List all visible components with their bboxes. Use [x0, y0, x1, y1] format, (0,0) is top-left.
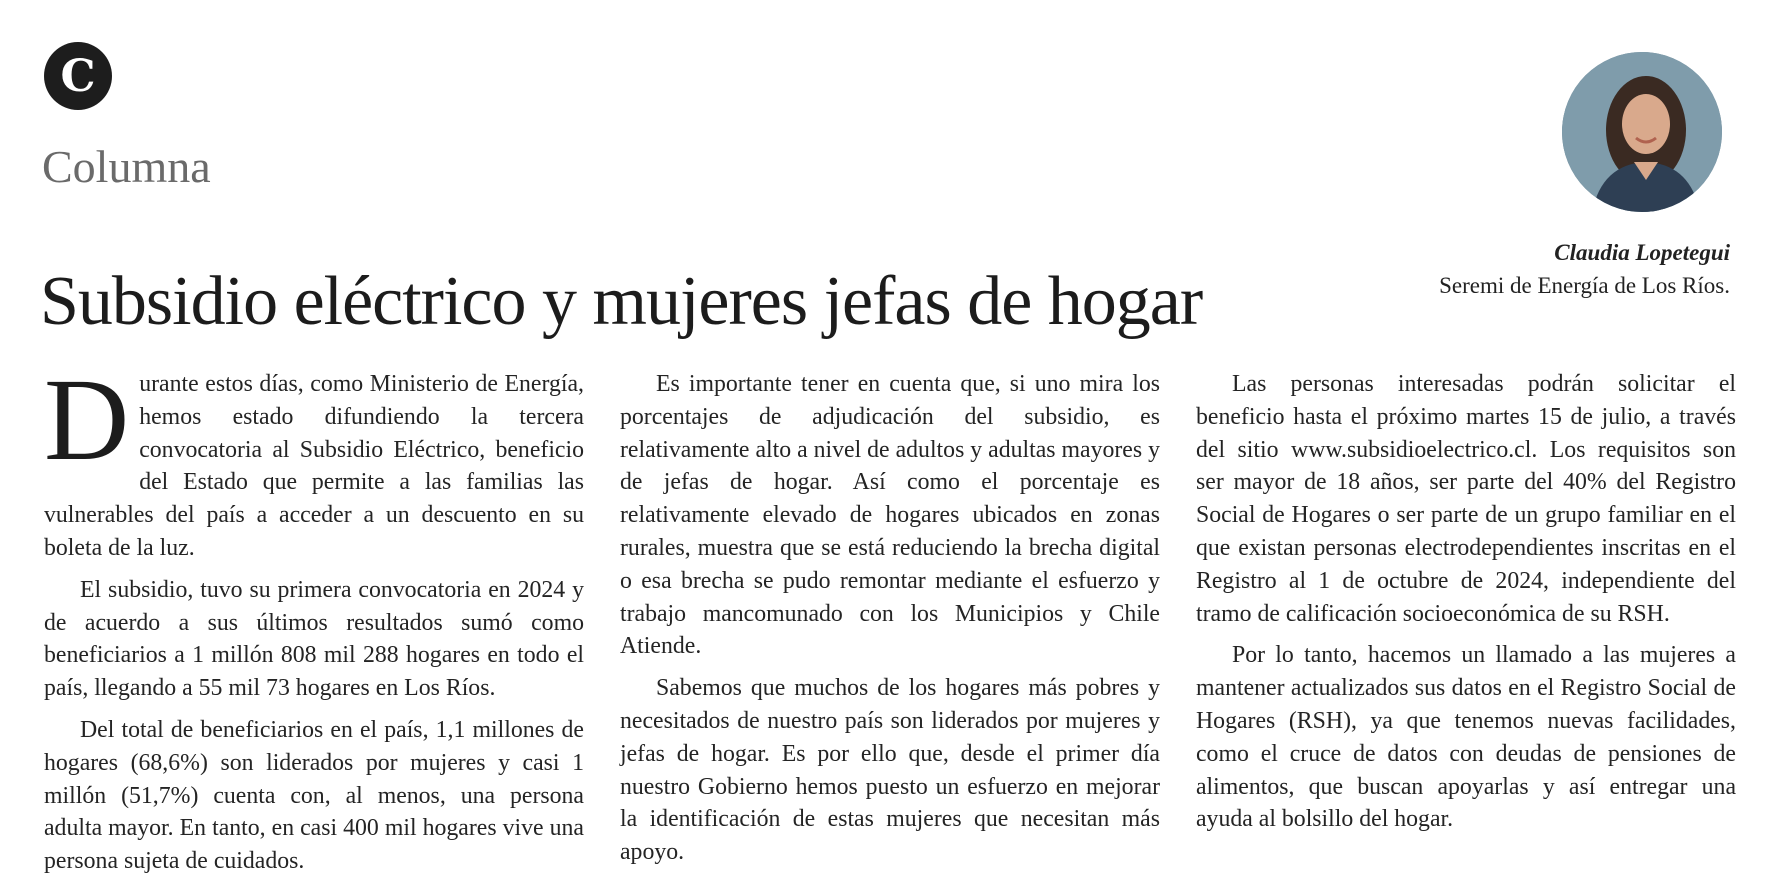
headline: Subsidio eléctrico y mujeres jefas de hogar — [40, 263, 1203, 340]
article-body — [44, 354, 1736, 875]
article-paragraph: Es importante tener en cuenta que, si uno mira los porcentajes de adjudicación del subsidio, es relativamente alto a nivel de adultos y adultas mayores y de jefas de hogar. Así como el porcentaje es relativamente elevado de hogares ubicados en zonas rurales, muestra que se está reduciendo la brecha digital o esa brecha se pudo remontar mediante el esfuerzo y trabajo mancomunado con los Municipios y Chile Atiende. — [620, 371, 1160, 660]
author-role: Seremi de Energía de Los Ríos. — [1439, 273, 1730, 298]
article-paragraph: Las personas interesadas podrán solicitar el beneficio hasta el próximo martes 15 de julio, a través del sitio www.subsidioelectrico.cl. Los requisitos son ser mayor de 18 años, ser parte del 40% del Registro Social de Hogares o ser parte de un grupo familiar en el que existan personas electrodependientes inscritas en el Registro al 1 de octubre de 2024, independiente del tramo de calificación socioeconómica de su RSH. — [1196, 371, 1736, 627]
article-paragraph: Del total de beneficiarios en el país, 1,1 millones de hogares (68,6%) son liderados por mujeres y casi 1 millón (51,7%) cuenta con, al menos, una persona adulta mayor. En tanto, en casi 400 mil hogares vive una persona sujeta de cuidados. — [44, 716, 584, 875]
author-portrait-icon — [1562, 52, 1722, 212]
article-column-1 — [44, 354, 584, 887]
byline — [1439, 236, 1730, 302]
drop-cap: D — [44, 354, 130, 485]
article-paragraph: Sabemos que muchos de los hogares más pobres y necesitados de nuestro país son liderados por mujeres y jefas de hogar. Es por ello que, desde el primer día nuestro Gobierno hemos puesto un esfuerzo en mejorar la identificación de estas mujeres que necesitan más apoyo. — [620, 675, 1160, 866]
section-label: Columna — [42, 141, 211, 192]
author-name: Claudia Lopetegui — [1554, 240, 1730, 265]
article-paragraph: Por lo tanto, hacemos un llamado a las mujeres a mantener actualizados sus datos en el Registro Social de Hogares (RSH), ya que tenemos nuevas facilidades, como el cruce de datos con deudas de pensiones de alimentos, que buscan apoyarlas y así entregar una ayuda al bolsillo del hogar. — [1196, 642, 1736, 833]
paragraph-text: urante estos días, como Ministerio de Energía, hemos estado difundiendo la tercera convocatoria al Subsidio Eléctrico, beneficio del Estado que permite a las familias las vulnerables del país a acceder a un descuento en su boleta de la luz. — [44, 371, 584, 561]
article-paragraph: El subsidio, tuvo su primera convocatoria en 2024 y de acuerdo a sus últimos resultados sumó como beneficiarios a 1 millón 808 mil 288 hogares en todo el país, llegando a 55 mil 73 hogares en Los Ríos. — [44, 576, 584, 702]
article-column-3 — [1196, 368, 1736, 845]
article-paragraph — [44, 354, 584, 565]
author-photo — [1562, 52, 1722, 212]
section-badge: C — [44, 42, 112, 110]
article-column-2 — [620, 368, 1160, 878]
